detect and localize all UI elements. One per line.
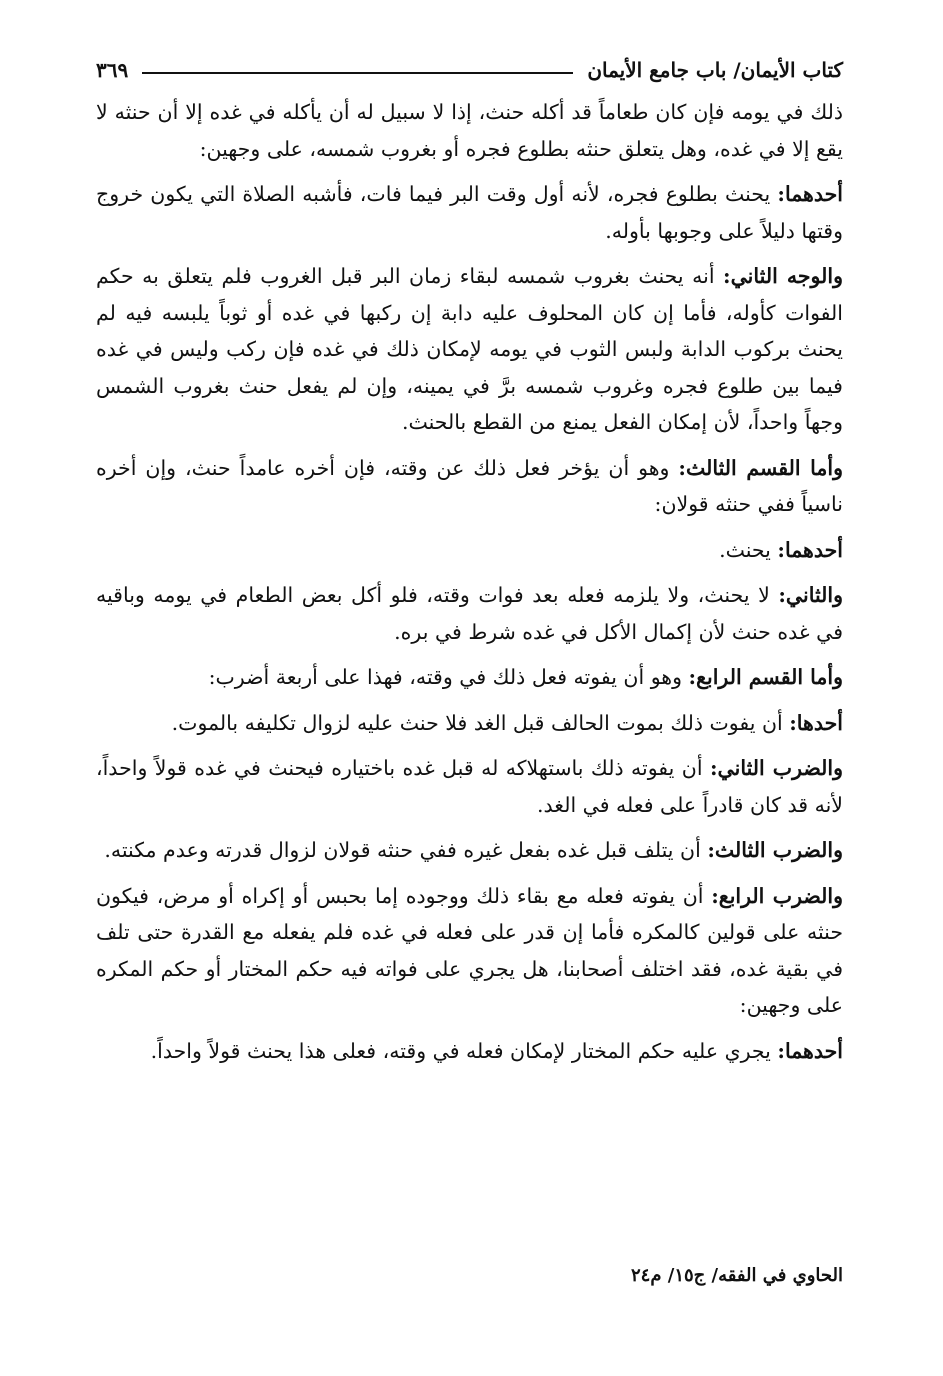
- paragraph-lead: والضرب الرابع:: [711, 883, 844, 908]
- paragraph: [96, 750, 843, 823]
- paragraph: [96, 1033, 843, 1070]
- paragraph: [96, 577, 843, 650]
- paragraph-lead: أحدهما:: [777, 537, 843, 562]
- paragraph-text: أن يفوت ذلك بموت الحالف قبل الغد فلا حنث عليه لزوال تكليفه بالموت.: [171, 710, 790, 735]
- paragraph-lead: أحدها:: [789, 710, 843, 735]
- body-text: [96, 94, 843, 1069]
- paragraph: [96, 532, 843, 569]
- paragraph-text: يحنث بطلوع فجره، لأنه أول وقت البر فيما فات، فأشبه الصلاة التي يكون خروج وقتها دليلاً على وجوبها بأوله.: [96, 182, 843, 243]
- paragraph-text: لا يحنث، ولا يلزمه فعله بعد فوات وقته، فلو أكل بعض الطعام في يومه وباقيه في غده حنث لأن إكمال الأكل في غده شرط في بره.: [96, 583, 843, 644]
- paragraph-lead: وأما القسم الرابع:: [688, 665, 843, 689]
- paragraph-lead: وأما القسم الثالث:: [678, 455, 843, 480]
- paragraph-text: أن يفوته ذلك باستهلاكه له قبل غده باختياره فيحنث في غده قولاً واحداً، لأنه قد كان قادراً على فعله في الغد.: [96, 756, 843, 817]
- paragraph: [96, 94, 843, 167]
- paragraph-lead: والضرب الثالث:: [707, 838, 843, 862]
- paragraph-lead: والثاني:: [778, 583, 843, 607]
- paragraph-lead: والوجه الثاني:: [723, 264, 843, 288]
- paragraph: [96, 258, 843, 441]
- page-number: ٣٦٩: [96, 58, 129, 82]
- paragraph-text: وهو أن يؤخر فعل ذلك عن وقته، فإن أخره عامداً حنث، وإن أخره ناسياً ففي حنثه قولان:: [96, 455, 843, 516]
- paragraph: [96, 832, 843, 869]
- paragraph-text: أنه يحنث بغروب شمسه لبقاء زمان البر قبل الغروب فلم يتعلق به حكم الفوات كأوله، فأما إن كان المحلوف عليه دابة إن ركبها في غده أو ثوباً يلبسه فيه لم يحنث بركوب الدابة ولبس الثوب في يومه لإمكان ذلك في غده فإن ركب وليس في غده فيما بين طلوع فجره وغروب شمسه برَّ في يمينه، وإن لم يفعل حنث بغروب الشمس وجهاً واحداً، لأن إمكان الفعل يمنع من القطع بالحنث.: [96, 264, 843, 434]
- book-page: [96, 50, 843, 1346]
- header-title: كتاب الأيمان/ باب جامع الأيمان: [587, 58, 843, 82]
- paragraph-text: أن يفوته فعله مع بقاء ذلك ووجوده إما بحبس أو إكراه أو مرض، فيكون حنثه على قولين كالمكره فأما إن قدر على فعله في غده فلم يفعله مع القدرة حتى تلف في بقية غده، فقد اختلف أصحابنا، هل يجري على فواته فيه حكم المختار أو حكم المكره على وجهين:: [96, 883, 843, 1017]
- header-rule: [142, 72, 573, 74]
- footer-signature: الحاوي في الفقه/ ج١٥/ م٢٤: [630, 1265, 843, 1286]
- paragraph-text: وهو أن يفوته فعل ذلك في وقته، فهذا على أربعة أضرب:: [208, 665, 689, 689]
- paragraph: [96, 878, 843, 1024]
- paragraph-text: يحنث.: [719, 537, 778, 562]
- paragraph-lead: أحدهما:: [777, 1038, 843, 1063]
- running-header: [96, 50, 843, 90]
- paragraph-lead: أحدهما:: [777, 182, 843, 206]
- paragraph: [96, 659, 843, 696]
- paragraph-text: ذلك في يومه فإن كان طعاماً قد أكله حنث، إذا لا سبيل له أن يأكله في غده إلا أن حنثه لا يقع إلا في غده، وهل يتعلق حنثه بطلوع فجره أو بغروب شمسه، على وجهين:: [96, 100, 843, 161]
- paragraph: [96, 450, 843, 523]
- paragraph-lead: والضرب الثاني:: [709, 756, 843, 780]
- paragraph: [96, 176, 843, 249]
- paragraph-text: أن يتلف قبل غده بفعل غيره ففي حنثه قولان لزوال قدرته وعدم مكنته.: [104, 838, 708, 862]
- paragraph-text: يجري عليه حكم المختار لإمكان فعله في وقته، فعلى هذا يحنث قولاً واحداً.: [150, 1038, 778, 1063]
- paragraph: [96, 705, 843, 742]
